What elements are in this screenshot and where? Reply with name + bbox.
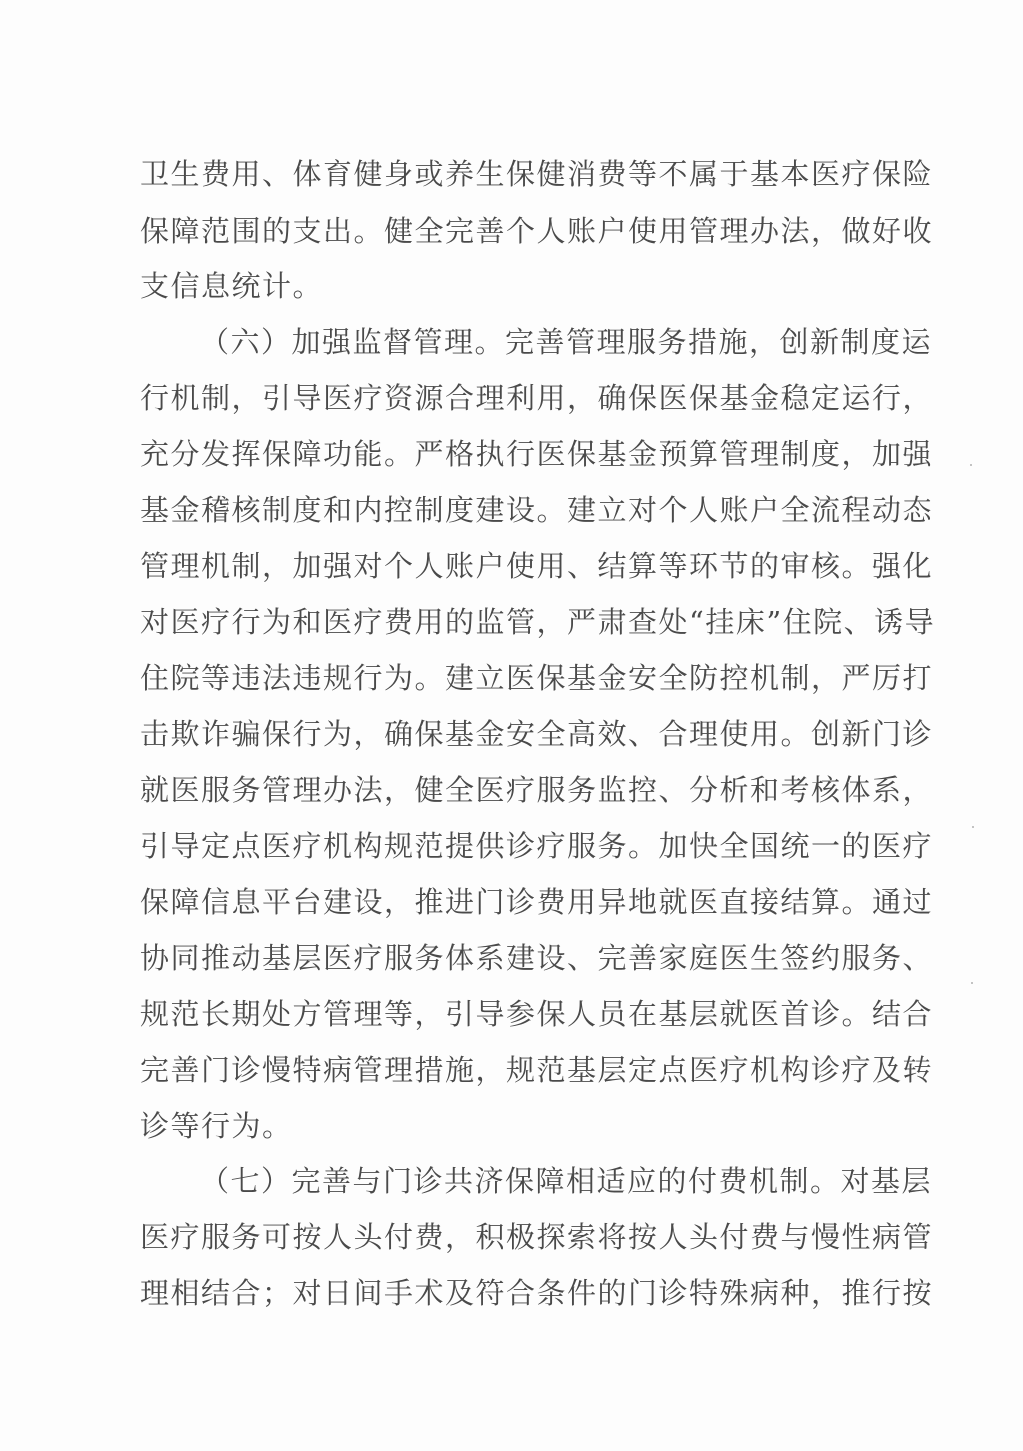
text-line: 完善门诊慢特病管理措施，规范基层定点医疗机构诊疗及转: [140, 1053, 934, 1087]
text-line: 卫生费用、体育健身或养生保健消费等不属于基本医疗保险: [140, 157, 934, 191]
text-line: 管理机制，加强对个人账户使用、结算等环节的审核。强化: [140, 549, 934, 583]
text-line: 诊等行为。: [140, 1109, 293, 1143]
text-line: 击欺诈骗保行为，确保基金安全高效、合理使用。创新门诊: [140, 717, 934, 751]
text-line: 保障信息平台建设，推进门诊费用异地就医直接结算。通过: [140, 885, 934, 919]
text-line: 基金稽核制度和内控制度建设。建立对个人账户全流程动态: [140, 493, 934, 527]
text-line: 住院等违法违规行为。建立医保基金安全防控机制，严厉打: [140, 661, 934, 695]
text-line: 医疗服务可按人头付费，积极探索将按人头付费与慢性病管: [140, 1220, 934, 1254]
text-line: 充分发挥保障功能。严格执行医保基金预算管理制度，加强: [140, 437, 934, 471]
text-line: 规范长期处方管理等，引导参保人员在基层就医首诊。结合: [140, 997, 934, 1031]
text-line: 支信息统计。: [140, 269, 324, 303]
text-line: 行机制，引导医疗资源合理利用，确保医保基金稳定运行，: [140, 381, 934, 415]
text-line: 就医服务管理办法，健全医疗服务监控、分析和考核体系，: [140, 773, 934, 807]
text-line: 协同推动基层医疗服务体系建设、完善家庭医生签约服务、: [140, 941, 934, 975]
scan-speck: [971, 982, 973, 984]
text-line: 引导定点医疗机构规范提供诊疗服务。加快全国统一的医疗: [140, 829, 934, 863]
paragraph-heading-line: （七）完善与门诊共济保障相适应的付费机制。对基层: [200, 1164, 933, 1198]
text-line: 对医疗行为和医疗费用的监管，严肃查处“挂床”住院、诱导: [140, 605, 936, 639]
scan-speck: [972, 826, 974, 828]
paragraph-heading-line: （六）加强监督管理。完善管理服务措施，创新制度运: [200, 325, 933, 359]
scan-speck: [970, 464, 972, 466]
text-line: 保障范围的支出。健全完善个人账户使用管理办法，做好收: [140, 214, 934, 248]
text-line: 理相结合；对日间手术及符合条件的门诊特殊病种，推行按: [140, 1276, 934, 1310]
